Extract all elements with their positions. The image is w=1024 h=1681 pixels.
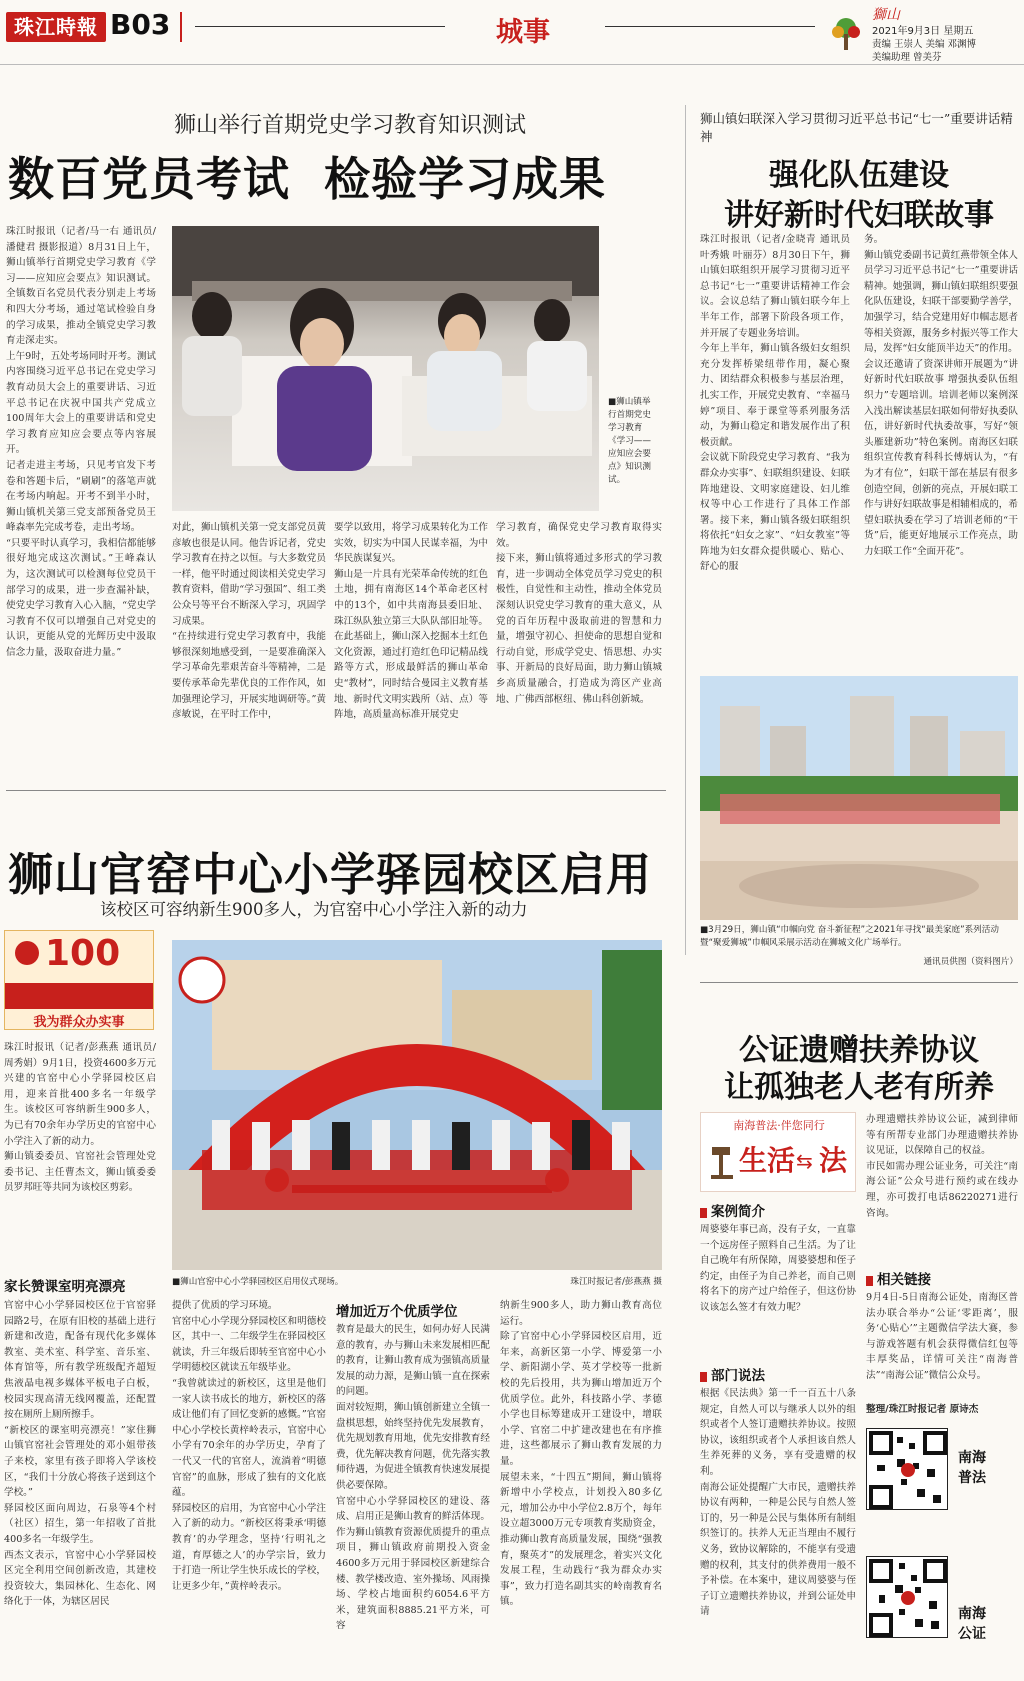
article-1-col-2: 对此，狮山镇机关第一党支部党员黄彦敏也很是认同。他告诉记者，党史学习教育在持之以恒。与大多数党员一样，他平时通过阅读相关党史学习教育资料，借助“学习强国”、组工类公众号等平台不断深入学习，巩固学习成果。 “在持续进行党史学习教育中，我能够很深刻地感受到，一是要准确深入学习革命先辈艰苦奋斗等精神，二是要传承革命先辈优良的工作作风，如加强理论学习，开展实地调研等。”黄彦敏说，在平时工作中，: [172, 522, 326, 721]
column-tag: 南海普法·伴您同行: [733, 1119, 825, 1132]
article-1-col-3: 要学以致用，将学习成果转化为工作实效，切实为中国人民谋幸福，为中华民族谋复兴。 狮山是一片具有光荣革命传统的红色土地，拥有南海区14个革命老区村中的13个，如中共南海县委旧址、珠江纵队独立第三大队队部旧址等。在此基础上，狮山深入挖掘本土红色文化资源，通过打造红色印记精品线路等方式，形成最鲜活的狮山革命史“教材”，同时结合曼园主义教育基地、新时代文明实践所（站、点）等阵地，高质量高标准开展党史: [334, 522, 488, 721]
masthead: [0, 0, 1024, 66]
article-3-kicker: 狮山镇妇联深入学习贯彻习近平总书记“七一”重要讲话精神: [700, 111, 1013, 144]
school-photo-credit: 珠江时报记者/彭燕燕 摄: [570, 1277, 662, 1287]
article-2-col-2: 提供了优质的学习环境。 官窑中心小学现分驿园校区和明德校区，其中一、二年级学生在驿园校区就读，升三年级后即转至官窑中心小学明德校区就读五年级毕业。 “我曾就读过的新校区，这里是他们一家人读书成长的地方，新校区的落成让他们有了回忆变新的感慨。”官窑中心小学校长黄梓岭表示，官窑中心小学有70余年的办学历史，孕育了一代又一代的官窑人，流淌着“明德官窑”的血脉，形成了独有的文化底蕴。 驿园校区的启用，为官窑中心小学注入了新的动力。“新校区将秉承‘明德教育’的办学理念，坚持‘行明礼之道，育厚德之人’的办学宗旨，致力于打造一所让学生快乐成长的学校，让更多少年，”黄梓岭表示。: [172, 1300, 326, 1592]
section-case-text: 周婆婆年事已高，没有子女，一直靠一个远房侄子照料自己生活。为了让自己晚年有所保障，周婆婆想和侄子约定，由侄子为自己养老，而自己则将名下的房产过户给侄子，但这份协议该怎么签才有效力呢？: [700, 1224, 856, 1313]
section-link-text: 9月4日-5日南海公证处，南海区普法办联合举办“公证‘零距离’，服务‘心贴心’”主题微信学法大赛，参与游戏答题有机会获得微信红包等丰厚奖品，详情可关注“南海普法”“南海公证”微信公众号。: [866, 1292, 1018, 1381]
article-2-col-1b: 官窑中心小学驿园校区位于官窑驿园路2号，在原有旧校的基础上进行新建和改造，配备有现代化多媒体教室、美术室、科学室、音乐室、体育馆等，所有教学班级配齐超短焦液晶电视多媒体平板电子白板，校园实现高清无线网覆盖，还配置按在厕所上厕所擦手。 “新校区的课室明亮漂亮！”家住狮山镇官窑社会管理处的邓小姐带孩子来校，家里有孩子即将入学该校区，“我们十分放心将孩子送到这个学校。” 驿园校区面向周边，石泉等4个村（社区）招生，第一年招收了首批400多名一年级学生。 西杰文表示，官窑中心小学驿园校区完全利用空间创新改造，其建校投资较大，集园林化、生态化、网络化于一体，为辖区居民: [4, 1300, 156, 1608]
party-emblem-icon: [15, 941, 39, 965]
school-photo-caption: ■狮山官窑中心小学驿园校区启用仪式现场。: [172, 1277, 344, 1287]
article-4-headline-1: 公证遗赠扶养协议: [739, 1033, 979, 1068]
page-number: B03: [110, 8, 171, 41]
article-4-headline-2: 让孤独老人老有所养: [724, 1070, 994, 1105]
banner-subtitle: 我为群众办实事: [33, 1015, 125, 1030]
article-3-col-2: 务。 狮山镇党委副书记黄红燕带领全体人员学习习近平总书记“七一”重要讲话精神。她强调，狮山镇妇联组织要强化队伍建设，妇联干部要勤学善学，加强学习，结合党建用好巾帼志愿者等相关资源，服务乡村振兴等工作大局，发挥“妇女能顶半边天”的作用。 会议还邀请了资深讲师开展题为“讲好新时代妇联故事 增强执委队伍组织力”专题培训。培训老师以案例深入浅出解读基层妇联如何带好执委队伍，讲好新时代执委故事，写好“领头雁建新功”特色案例。南海区妇联组织宣传教育科科长傅炳认为，“有为才有位”，妇联干部在基层有很多创造空间，创新的亮点，开展妇联工作与讲好妇联故事是相辅相成的，希望妇联执委在学习了培训老师的“干货”后，能更好地展示工作亮点，助力妇联工作“全面开花”。: [864, 234, 1018, 557]
article-2-headline: 狮山官窑中心小学驿园校区启用: [8, 848, 653, 901]
editors-line-2: 美编助理 曾美芬: [872, 52, 942, 63]
column-logo-right: 法: [819, 1144, 848, 1177]
section-link-title: [866, 1268, 931, 1288]
column-logo-left: 生活: [739, 1144, 796, 1177]
article-4-col-2: 办理遗赠扶养协议公证，减到律师等有所帮专业部门办理遗赠扶养协议见证，以保障自己的权益。 市民如需办理公证业务，可关注“南海公证”公众号进行预约或在线办理，亦可拨打电话86220271进行咨询。: [866, 1114, 1018, 1219]
section-dept-text: 根据《民法典》第一千一百五十八条规定，自然人可以与继承人以外的组织或者个人签订遗赠扶养协议。按照协议，该组织或者个人承担该自然人生养死葬的义务，享有受遗赠的权利。 南海公证处提醒广大市民，遗赠扶养协议有两种，一种是公民与自然人签订的，另一种是公民与集体所有制组织签订的。扶养人无正当理由不履行义务，致协议解除的，不能享有受遗赠的权利，其支付的供养费用一般不予补偿。在本案中，建议周婆婆与侄子订立遗赠扶养协议，并到公证处申请: [700, 1388, 856, 1618]
header-divider: [180, 12, 182, 42]
article-1-col-1: 珠江时报讯（记者/马一右 通讯员/潘健君 摄影报道）8月31日上午，狮山镇举行首期党史学习教育《学习——应知应会要点》知识测试。全镇数百名党员代表分别走上考场和四大分考场，通过笔试检验自身的学习成果，推动全镇党史学习教育走深走实。 上午9时，五处考场同时开考。测试内容围绕习近平总书记在党史学习教育动员大会上的重要讲话、习近平总书记在庆祝中国共产党成立100周年大会上的重要讲话和党史学习教育应知应会要点等内容展开。 记者走进主考场，只见考官发下考卷和答题卡后，“刷刷”的落笔声就在考场内响起。开考不到半小时，狮山镇机关第三党支部预备党员王峰森率先完成考卷，走出考场。 “只要平时认真学习，我相信都能够很好地完成这次测试。”王峰森认为，这次测试可以检测每位党员干部学习的成果，进一步查漏补缺，使党史学习教育入心入脑，“党史学习教育不仅可以增强自己对党史的认识，更能从党的光辉历史中汲取信念力量，汲取奋进力量。”: [6, 226, 156, 659]
article-3-headline-1: 强化队伍建设: [769, 158, 949, 193]
law-column-logo: [700, 1112, 856, 1192]
article-2-crosshead-2: 增加近万个优质学位: [336, 1304, 458, 1320]
qr-code-nanhai-gongzheng[interactable]: [866, 1556, 948, 1638]
section-marker-icon: [866, 1276, 873, 1286]
article-2-col-3: 教育是最大的民生，如何办好人民满意的教育，办与狮山未来发展相匹配的教育，让狮山教育成为强镇高质量发展的动力源，是狮山镇一直在探索的问题。 面对较短期，狮山镇创新建立全镇一盘棋思想，始终坚持优先发展教育，优先规划教育用地，优先安排教育经费，优先解决教育问题，优先落实教师待遇，为促进全镇教育快速发展提供必要保障。 官窑中心小学驿园校区的建设、落成、启用正是狮山教育的鲜活体现。作为狮山镇教育资源优质提升的重点项目，狮山镇政府前期投入资金4600多万元用于驿园校区新建综合楼、教学楼改造、室外操场、风雨操场、学校占地面积约6054.6平方米，建筑面积8885.21平方米，可容: [336, 1324, 490, 1632]
column-rule: [685, 105, 686, 955]
editors-line-1: 责编 王崇人 美编 邓渊博: [872, 39, 977, 50]
article-1-col-4: 学习教育，确保党史学习教育取得实效。 接下来，狮山镇将通过多形式的学习教育，进一步调动全体党员学习党史的积极性，自觉性和主动性，推动全体党员深刻认识党史学习教育的重大意义，从党的百年历程中汲取前进的智慧和力量，增强守初心、担使命的思想自觉和行动自觉，形成学党史、悟思想、办实事、开新局的良好局面，助力狮山镇城乡高质量融合，打造成为湾区产业高地、广佛西部枢纽、佛山科创新城。: [496, 522, 662, 705]
party-100-banner: [4, 930, 154, 1030]
section-marker-icon: [700, 1372, 707, 1382]
article-1-kicker: 狮山举行首期党史学习教育知识测试: [173, 113, 526, 138]
header-bottom-rule: [0, 64, 1024, 65]
paper-logo: [6, 12, 106, 42]
article-2-crosshead-1: 家长赞课室明亮漂亮: [4, 1279, 126, 1295]
section-case-title: [700, 1200, 765, 1220]
section-dept-title: [700, 1364, 765, 1384]
paper-name: 珠江時報: [14, 15, 98, 39]
article-1-headline: 数百党员考试 检验学习成果: [8, 152, 607, 206]
section-link-title-text: 相关链接: [877, 1272, 931, 1288]
school-opening-photo: [172, 940, 662, 1270]
tree-logo: [826, 14, 866, 54]
qr-1-label: 南海 普法: [958, 1450, 986, 1486]
article-3-bottom-rule: [700, 982, 1018, 983]
women-federation-photo: [700, 676, 1018, 920]
article-3-col-1: 珠江时报讯（记者/金晓青 通讯员 叶秀娥 叶丽芬）8月30日下午，狮山镇妇联组织开展学习贯彻习近平总书记“七一”重要讲话精神工作会议。会议总结了狮山镇妇联今年上半年工作，部署下阶段各项工作，并开展了专题业务培训。 今年上半年，狮山镇各级妇女组织充分发挥桥梁纽带作用，凝心聚力、团结群众积极参与基层治理，扎实工作，开展党史教育、“幸福马婷”项目、奉于课堂等系列服务活动，为狮山稳定和谐发展作出了积极贡献。 会议就下阶段党史学习教育、“我为群众办实事”、妇联组织建设、妇联阵地建设、文明家庭建设、妇儿维权等中心工作进行了具体工作部署。接下来，狮山镇各级妇联组织将依托“妇女之家”、“妇女教室”等阵地为妇女群众提供暖心、贴心、舒心的服: [700, 234, 850, 573]
header-rule-right: [605, 26, 815, 27]
header-rule-left: [195, 26, 445, 27]
article-2-col-1: 珠江时报讯（记者/彭燕燕 通讯员/周秀娟）9月1日，投资4600多万元兴建的官窑中心小学驿园校区启用，迎来首批400多名一年级学生。该校区可容纳新生900多人，为已有70余年办学历史的官窑中心小学注入了新的动力。 狮山镇委委员、官窑社会管理处党委书记、主任曹杰文，狮山镇委委员罗邦旺等共同为该校区剪彩。: [4, 1042, 156, 1194]
article-2-subtitle: 该校区可容纳新生900多人，为官窑中心小学注入新的动力: [100, 900, 528, 919]
banner-number: 100: [45, 933, 121, 974]
issue-date: 2021年9月3日 星期五: [872, 26, 974, 37]
qr-2-label: 南海 公证: [958, 1606, 986, 1642]
gavel-icon: [707, 1141, 737, 1181]
section-case-title-text: 案例简介: [711, 1204, 765, 1220]
arrow-icon: ⇆: [796, 1149, 813, 1173]
banner-red-band: [5, 983, 153, 1009]
women-photo-credit: 通讯员供图（资料图片）: [923, 957, 1018, 967]
article-2-col-4: 纳新生900多人，助力狮山教育高位运行。 除了官窑中心小学驿园校区启用，近年来，高新区第一小学、博爱第一小学、新阳湖小学、英才学校等一批新校的先后投用，共为狮山增加近万个优质学位。此外，科技路小学、孝德小学也目标筹建成开工建设中，增联小学、官窑二中扩建改建也在有序推进，这些都展示了狮山教育发展的力量。 展望未来，“十四五”期间，狮山镇将新增中小学校点，计划投入80多亿元，增加公办中小学位2.8万个，每年设立超3000万元专项教育奖励资金，推动狮山教育高质量发展，围绕“强教育，聚英才”的发展理念，着实兴文化发展工程，生动践行“我为群众办实事”，致力打造名副其实的岭南教育名镇。: [500, 1300, 662, 1608]
women-photo-caption: ■3月29日，狮山镇“巾帼向党 奋斗新征程”之2021年寻找“最美家庭”系列活动暨“聚爱狮城”巾帼风采展示活动在狮城文化广场举行。: [700, 925, 999, 948]
exam-photo-caption: ■狮山镇举行首期党史学习教育《学习——应知应会要点》知识测试。: [608, 397, 651, 485]
article-1-bottom-rule: [6, 790, 666, 791]
article-3-headline-2: 讲好新时代妇联故事: [724, 198, 994, 233]
section-marker-icon: [700, 1208, 707, 1218]
article-4-byline: 整理/珠江时报记者 原诗杰: [866, 1404, 979, 1415]
qr-code-nanhai-pufa[interactable]: [866, 1428, 948, 1510]
exam-photo: [172, 226, 599, 511]
local-logo: 獅山: [872, 7, 900, 23]
section-name: 城事: [496, 17, 550, 48]
section-dept-title-text: 部门说法: [711, 1368, 765, 1384]
